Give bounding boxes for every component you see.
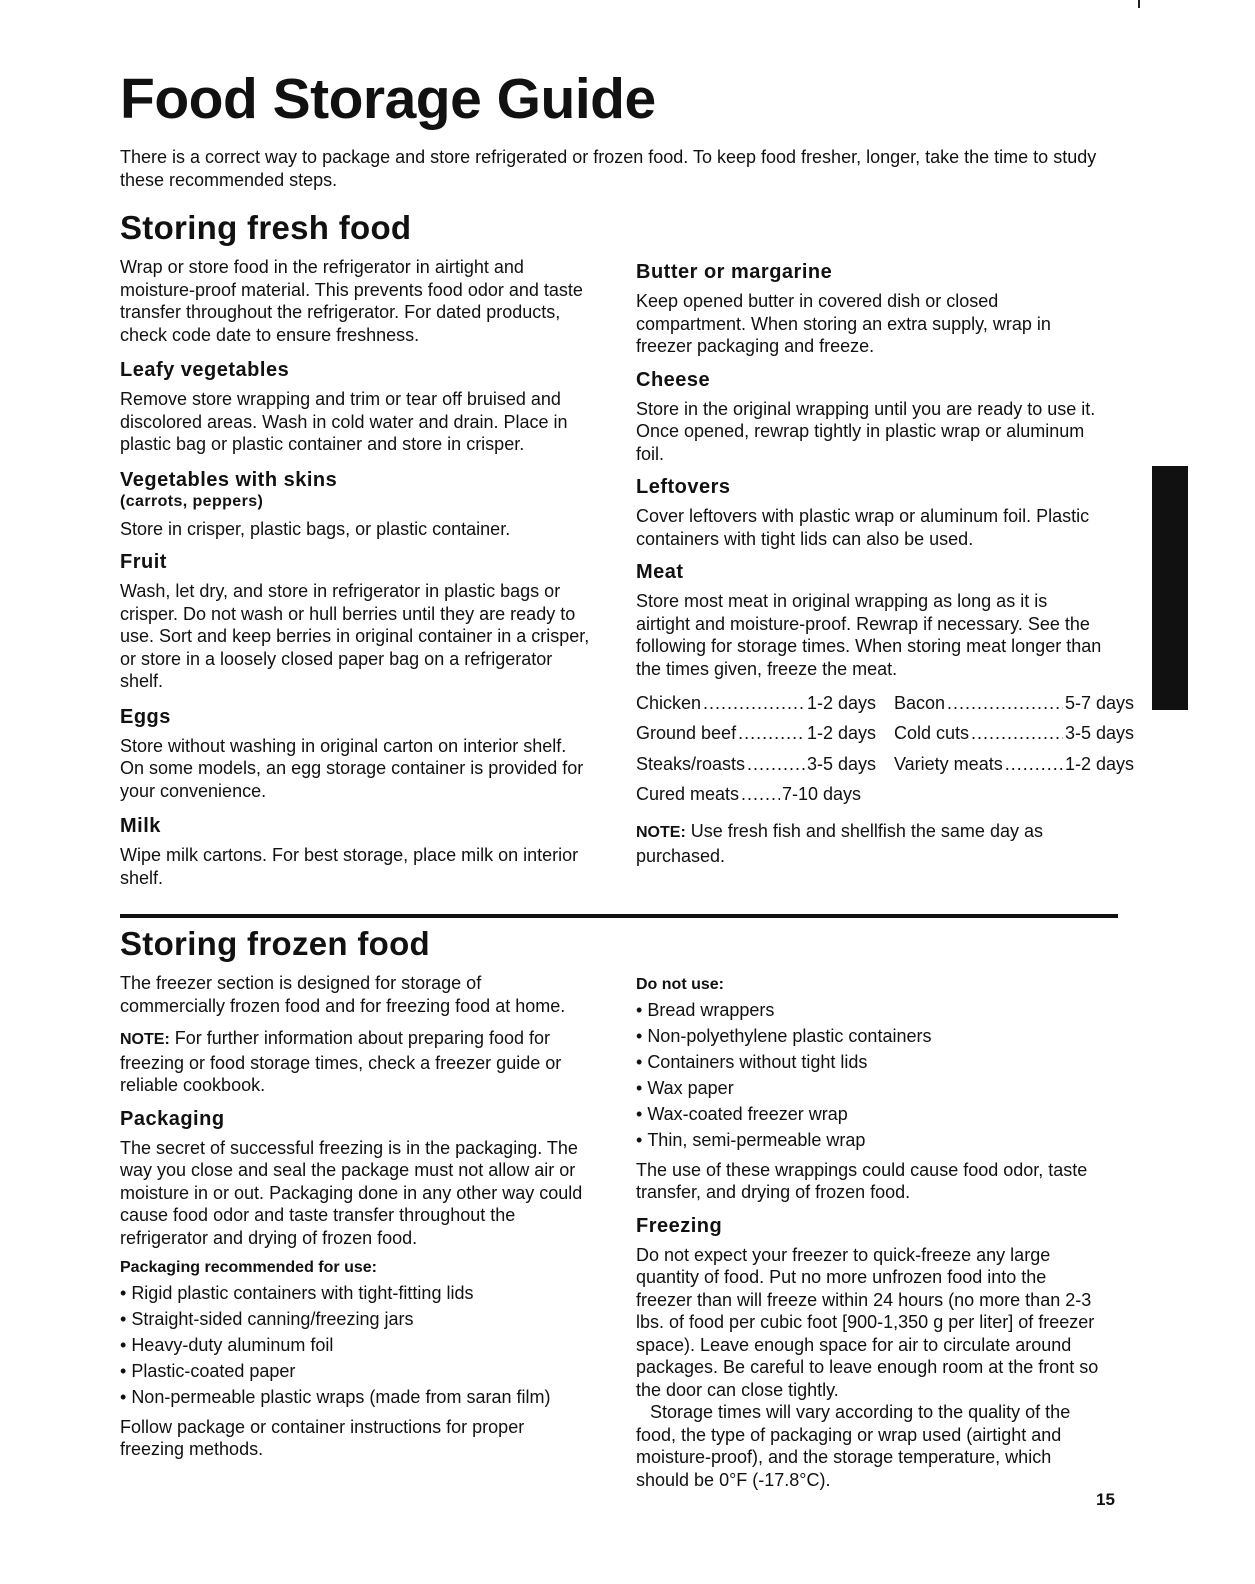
frozen-right-column: [636, 974, 1106, 1491]
leftovers-heading: Leftovers: [636, 476, 731, 498]
meat-name: Steaks/roasts: [636, 753, 746, 774]
eggs-text: Store without washing in original carton on interior shelf. On some models, an egg storage container is provided for your convenience.: [120, 735, 584, 801]
meat-row: [636, 780, 1122, 811]
meat-entry: [636, 784, 861, 805]
list-item: • Rigid plastic containers with tight-fitting lids: [120, 1280, 590, 1306]
vegetables-skins-text: Store in crisper, plastic bags, or plastic container.: [120, 518, 511, 539]
packaging-follow-text: Follow package or container instructions for proper freezing methods.: [120, 1416, 525, 1459]
vegetables-skins-subheading: (carrots, peppers): [120, 492, 264, 510]
section-tab-marker: [1152, 466, 1188, 710]
freezing-heading: Freezing: [636, 1214, 723, 1237]
page-edge-mark: [1138, 0, 1140, 8]
fresh-left-column: [120, 208, 590, 889]
meat-entry: [894, 754, 1134, 775]
meat-entry: [636, 754, 876, 775]
meat-name: Cured meats: [636, 784, 740, 805]
fresh-food-intro: Wrap or store food in the refrigerator in airtight and moisture-proof material. This prevents food odor and taste transfer throughout the refrigerator. For dated products, check code date to ensure freshness.: [120, 257, 583, 345]
fruit-heading: Fruit: [120, 551, 167, 573]
list-item: • Heavy-duty aluminum foil: [120, 1332, 590, 1358]
do-not-use-text: The use of these wrappings could cause food odor, taste transfer, and drying of frozen food.: [636, 1159, 1088, 1202]
fresh-right-column: [636, 260, 1106, 680]
leafy-vegetables-text: Remove store wrapping and trim or tear off bruised and discolored areas. Wash in cold water and drain. Place in plastic bag or plastic container and store in crisper.: [120, 389, 568, 454]
list-item: • Plastic-coated paper: [120, 1358, 590, 1384]
meat-note-text: Use fresh fish and shellfish the same day as purchased.: [636, 821, 1043, 866]
page-intro: There is a correct way to package and store refrigerated or frozen food. To keep food fresher, longer, take the time to study these recommended steps.: [120, 147, 1097, 190]
meat-row: [636, 688, 1134, 719]
meat-storage-times: [636, 688, 1134, 867]
meat-row: [636, 749, 1134, 780]
list-item: • Wax paper: [636, 1075, 1106, 1101]
vegetables-skins-heading: Vegetables with skins: [120, 468, 338, 491]
section-divider: [120, 914, 1118, 918]
meat-name: Variety meats: [894, 753, 1003, 774]
frozen-food-heading: Storing frozen food: [120, 925, 430, 962]
cheese-text: Store in the original wrapping until you are ready to use it. Once opened, rewrap tightly in plastic wrap or aluminum foil.: [636, 398, 1096, 464]
list-item: • Containers without tight lids: [636, 1049, 1106, 1075]
packaging-text: The secret of successful freezing is in the packaging. The way you close and seal the package must not allow air or moisture in or out. Packaging done in any other way could cause food odor and taste transfer throughout the refrigerator and drying of frozen food.: [120, 1137, 583, 1248]
cheese-heading: Cheese: [636, 368, 711, 391]
meat-name: Bacon: [894, 692, 946, 713]
leftovers-text: Cover leftovers with plastic wrap or aluminum foil. Plastic containers with tight lids can also be used.: [636, 506, 1090, 549]
list-item: • Straight-sided canning/freezing jars: [120, 1306, 590, 1332]
frozen-note-label: NOTE:: [120, 1031, 170, 1048]
meat-name: Cold cuts: [894, 723, 970, 744]
milk-heading: Milk: [120, 815, 161, 837]
do-not-use-heading: Do not use:: [636, 976, 724, 993]
fresh-food-heading: Storing fresh food: [120, 209, 412, 246]
do-not-use-list: [636, 997, 1106, 1153]
eggs-heading: Eggs: [120, 705, 171, 728]
meat-days: 7-10 days: [781, 784, 861, 805]
meat-entry: [894, 723, 1134, 744]
meat-text: Store most meat in original wrapping as long as it is airtight and moisture-proof. Rewrap if necessary. See the following for storage times. When storing meat longer than the times given, freeze the meat.: [636, 591, 1102, 679]
meat-name: Chicken: [636, 692, 702, 713]
meat-days: 1-2 days: [806, 723, 876, 744]
list-item: • Wax-coated freezer wrap: [636, 1101, 1106, 1127]
frozen-note-text: For further information about preparing food for freezing or food storage times, check a freezer guide or reliable cookbook.: [120, 1028, 562, 1095]
page-title: Food Storage Guide: [120, 67, 656, 131]
meat-days: 1-2 days: [806, 692, 876, 713]
packaging-recommended-list: [120, 1280, 590, 1410]
packaging-heading: Packaging: [120, 1107, 225, 1130]
list-item: • Non-polyethylene plastic containers: [636, 1023, 1106, 1049]
meat-days: 5-7 days: [1064, 692, 1134, 713]
list-item: • Bread wrappers: [636, 997, 1106, 1023]
meat-row: [636, 719, 1134, 750]
frozen-food-intro: The freezer section is designed for storage of commercially frozen food and for freezing food at home.: [120, 973, 566, 1016]
meat-entry: [894, 693, 1134, 714]
meat-days: 3-5 days: [806, 753, 876, 774]
freezing-text: Do not expect your freezer to quick-freeze any large quantity of food. Put no more unfrozen food into the freezer than will freeze within 24 hours (no more than 2-3 lbs. of food per cubic foot [900-1,350 g per liter] of freezer space). Leave enough space for air to circulate around packages. Be careful to leave enough room at the front so the door can close tightly.: [636, 1244, 1099, 1400]
page-number: 15: [1096, 1490, 1115, 1509]
freezing-storage-text: Storage times will vary according to the quality of the food, the type of packaging or wrap used (airtight and moisture-proof), and the storage temperature, which should be 0°F (-17.8°C).: [636, 1402, 1071, 1490]
meat-days: 3-5 days: [1064, 723, 1134, 744]
meat-note: [636, 820, 1106, 867]
meat-name: Ground beef: [636, 723, 737, 744]
list-item: • Thin, semi-permeable wrap: [636, 1127, 1106, 1153]
meat-heading: Meat: [636, 561, 684, 583]
fruit-text: Wash, let dry, and store in refrigerator in plastic bags or crisper. Do not wash or hull berries until they are ready to use. Sort and keep berries in original container in a crisper, or store in a loosely closed paper bag on a refrigerator shelf.: [120, 581, 590, 691]
list-item: • Non-permeable plastic wraps (made from saran film): [120, 1384, 590, 1410]
frozen-left-column: [120, 924, 590, 1461]
butter-text: Keep opened butter in covered dish or closed compartment. When storing an extra supply, wrap in freezer packaging and freeze.: [636, 291, 1051, 356]
leafy-vegetables-heading: Leafy vegetables: [120, 359, 290, 381]
butter-heading: Butter or margarine: [636, 261, 833, 283]
packaging-recommended-heading: Packaging recommended for use:: [120, 1259, 377, 1276]
frozen-note: [120, 1027, 590, 1097]
milk-text: Wipe milk cartons. For best storage, place milk on interior shelf.: [120, 845, 579, 888]
meat-note-label: NOTE:: [636, 824, 686, 841]
meat-entry: [636, 723, 876, 744]
meat-days: 1-2 days: [1064, 753, 1134, 774]
meat-entry: [636, 693, 876, 714]
